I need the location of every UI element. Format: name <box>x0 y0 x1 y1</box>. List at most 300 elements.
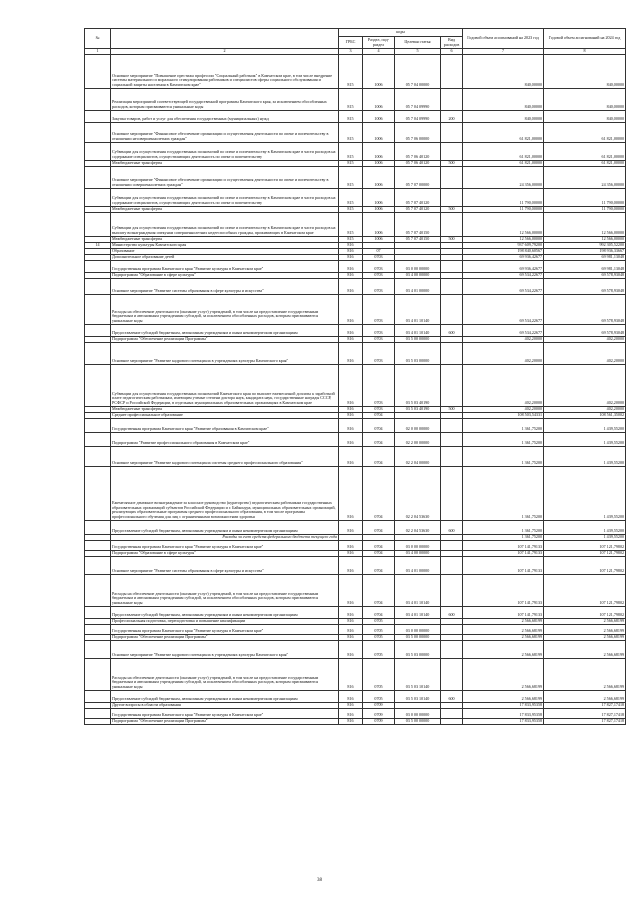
cell-amount-2023: 12 566,00000 <box>463 236 544 242</box>
cell-name: Государственная программа Камчатского края "Развитие образования в Камчатском крае" <box>111 418 339 432</box>
cell-amount-2024: 107 121,79802 <box>544 550 626 556</box>
cell-amount-2024: 17 827,17418 <box>544 708 626 718</box>
table-row <box>85 212 626 236</box>
cell-amount-2023: 69 534,22677 <box>463 324 544 336</box>
cell-target-article: 03 5 03 40190 <box>395 364 441 406</box>
cell-target-article: 03 4 01 00000 <box>395 278 441 294</box>
cell-amount-2024: 69 578,93048 <box>544 294 626 324</box>
cell-amount-2023: 61 821,00000 <box>463 122 544 142</box>
cell-razdel: 0703 <box>363 254 395 260</box>
cell-num <box>85 364 111 406</box>
cell-expense-type: 500 <box>441 160 463 166</box>
header-grbs: ГРБС <box>339 37 363 49</box>
cell-num <box>85 54 111 88</box>
cell-name: Расходы на обеспечение деятельности (оказание услуг) учреждений, в том числе на предоставление государственным бюджетным и автономным учреждениям субсидий, за исключением обособленных расходов, которым присваиваются уникальные коды <box>111 294 339 324</box>
cell-name: Подпрограмма "Обеспечение реализации Программы" <box>111 718 339 724</box>
cell-amount-2024: 69 981,13048 <box>544 254 626 260</box>
cell-razdel: 0709 <box>363 718 395 724</box>
cell-amount-2024: 107 121,79802 <box>544 540 626 550</box>
cell-expense-type <box>441 718 463 724</box>
cell-amount-2024: 107 121,79802 <box>544 606 626 618</box>
cell-amount-2023: 107 141,79133 <box>463 556 544 574</box>
cell-target-article: 03 4 01 10140 <box>395 606 441 618</box>
cell-target-article: 03 0 00 00000 <box>395 708 441 718</box>
cell-razdel: 0703 <box>363 364 395 406</box>
cell-num <box>85 540 111 550</box>
table-row <box>85 260 626 272</box>
cell-name: Подпрограмма "Обеспечение реализации Программы" <box>111 336 339 342</box>
cell-amount-2024: 840,00000 <box>544 110 626 122</box>
table-row <box>85 278 626 294</box>
cell-amount-2024: 1 439,55200 <box>544 466 626 520</box>
cell-razdel: 0703 <box>363 294 395 324</box>
cell-grbs: 816 <box>339 690 363 702</box>
cell-amount-2023: 69 936,42677 <box>463 254 544 260</box>
cell-name: Предоставление субсидий бюджетным, автономным учреждениям и иным некоммерческим организациям <box>111 520 339 534</box>
table-row <box>85 88 626 110</box>
cell-target-article: 05 7 06 40120 <box>395 142 441 160</box>
cell-target-article: 03 4 00 00000 <box>395 550 441 556</box>
cell-target-article: 05 7 07 00000 <box>395 166 441 188</box>
cell-grbs: 815 <box>339 188 363 206</box>
cell-amount-2023: 107 141,79133 <box>463 606 544 618</box>
cell-amount-2023: 107 141,79133 <box>463 574 544 606</box>
cell-amount-2023: 2 566,68199 <box>463 690 544 702</box>
cell-amount-2023: 402,20000 <box>463 364 544 406</box>
cell-amount-2023: 937 609,79200 <box>463 242 544 248</box>
cell-amount-2023: 17 833,95358 <box>463 702 544 708</box>
cell-amount-2024: 2 566,68199 <box>544 690 626 702</box>
cell-grbs: 815 <box>339 142 363 160</box>
cell-name: Основное мероприятие "Развитие кадрового потенциала в учреждениях культуры Камчатского края" <box>111 640 339 658</box>
cell-razdel: 0709 <box>363 708 395 718</box>
header-idx-4: 4 <box>363 49 395 55</box>
cell-amount-2024: 17 827,17418 <box>544 702 626 708</box>
cell-amount-2023: 2 566,68199 <box>463 658 544 690</box>
cell-amount-2024: 61 821,00000 <box>544 142 626 160</box>
cell-expense-type <box>441 708 463 718</box>
cell-expense-type <box>441 294 463 324</box>
cell-target-article: 05 7 07 40150 <box>395 236 441 242</box>
cell-amount-2023: 1 361,75200 <box>463 520 544 534</box>
cell-name: Межбюджетные трансферты <box>111 160 339 166</box>
cell-amount-2024: 402,20000 <box>544 406 626 412</box>
cell-name: Ежемесячное денежное вознаграждение за классное руководство (кураторство) педагогическим работникам государственных образовательных организаций субъектов Российской Федерации и г. Байконура, муниципальных образовательных организаций, реализующих образовательные программы среднего профессионального образования, в том числе программы профессионального обучения для лиц с ограниченными возможностями здоровья <box>111 466 339 520</box>
cell-name: Расходы на обеспечение деятельности (оказание услуг) учреждений, в том числе на предоставление государственным бюджетным и автономным учреждениям субсидий, за исключением обособленных расходов, которым присваиваются уникальные коды <box>111 574 339 606</box>
cell-grbs: 815 <box>339 166 363 188</box>
cell-amount-2024: 69 578,93048 <box>544 278 626 294</box>
cell-razdel: 0703 <box>363 342 395 364</box>
cell-amount-2024: 69 981,13048 <box>544 260 626 272</box>
cell-amount-2024: 107 121,79802 <box>544 556 626 574</box>
cell-razdel: 1006 <box>363 160 395 166</box>
table-row <box>85 540 626 550</box>
cell-num <box>85 294 111 324</box>
cell-amount-2024: 402,20000 <box>544 364 626 406</box>
table-row <box>85 142 626 160</box>
table-row <box>85 54 626 88</box>
cell-amount-2024: 17 827,17418 <box>544 718 626 724</box>
cell-name: Расходы на обеспечение деятельности (оказание услуг) учреждений, в том числе на предоставление государственным бюджетным и автономным учреждениям субсидий, за исключением обособленных расходов, которым присваиваются уникальные коды <box>111 658 339 690</box>
cell-expense-type <box>441 418 463 432</box>
cell-grbs: 816 <box>339 702 363 708</box>
table-row <box>85 606 626 618</box>
cell-grbs: 816 <box>339 248 363 254</box>
cell-target-article: 03 5 03 00000 <box>395 342 441 364</box>
cell-expense-type: 600 <box>441 690 463 702</box>
cell-target-article: 05 7 04 09990 <box>395 88 441 110</box>
cell-num <box>85 260 111 272</box>
cell-expense-type: 200 <box>441 110 463 122</box>
cell-amount-2024: 2 566,68199 <box>544 658 626 690</box>
cell-name: Государственная программа Камчатского края "Развитие культуры в Камчатском крае" <box>111 624 339 634</box>
cell-name: Предоставление субсидий бюджетным, автономным учреждениям и иным некоммерческим организациям <box>111 324 339 336</box>
cell-num <box>85 640 111 658</box>
table-row <box>85 574 626 606</box>
cell-grbs: 816 <box>339 618 363 624</box>
cell-expense-type <box>441 88 463 110</box>
cell-amount-2023: 840,00000 <box>463 110 544 122</box>
cell-razdel: 1006 <box>363 110 395 122</box>
cell-name: Другие вопросы в области образования <box>111 702 339 708</box>
cell-num <box>85 342 111 364</box>
cell-name: Субвенции для осуществления государственных полномочий Камчатского края по выплате ежемесячной доплаты к заработной плате педагогическим работникам, имеющим ученые степени доктора наук, кандидата наук, государственные награды СССР, РСФСР и Российской Федерации, в отдельных муниципальных образовательных организациях в Камчатском крае <box>111 364 339 406</box>
cell-num <box>85 690 111 702</box>
cell-amount-2023: 2 566,68199 <box>463 618 544 624</box>
page-number: 38 <box>317 878 322 883</box>
cell-name: Подпрограмма "Образование в сфере культуры" <box>111 272 339 278</box>
cell-amount-2024: 69 578,93048 <box>544 324 626 336</box>
cell-grbs: 816 <box>339 466 363 520</box>
cell-expense-type: 500 <box>441 206 463 212</box>
cell-name: Основное мероприятие "Развитие кадрового потенциала в учреждениях культуры Камчатского края" <box>111 342 339 364</box>
cell-name: Межбюджетные трансферты <box>111 406 339 412</box>
table-row <box>85 166 626 188</box>
cell-razdel: 1006 <box>363 212 395 236</box>
cell-amount-2023: 11 790,00000 <box>463 206 544 212</box>
cell-amount-2023: 108 503,54331 <box>463 412 544 418</box>
cell-razdel: 0705 <box>363 624 395 634</box>
cell-razdel: 0704 <box>363 418 395 432</box>
cell-expense-type <box>441 166 463 188</box>
cell-razdel: 0704 <box>363 412 395 418</box>
table-row <box>85 708 626 718</box>
cell-razdel: 0703 <box>363 272 395 278</box>
cell-amount-2023: 1 361,75200 <box>463 446 544 466</box>
header-idx-6: 6 <box>441 49 463 55</box>
cell-amount-2024: 61 821,00000 <box>544 160 626 166</box>
cell-amount-2023: 69 936,42677 <box>463 260 544 272</box>
cell-amount-2023: 107 141,79133 <box>463 550 544 556</box>
cell-expense-type <box>441 640 463 658</box>
cell-grbs: 816 <box>339 520 363 534</box>
cell-razdel: 1006 <box>363 166 395 188</box>
cell-amount-2023: 1 361,75200 <box>463 418 544 432</box>
cell-name: Субвенции для осуществления государственных полномочий по опеке и попечительству в Камчатском крае в части расходов на содержание специалистов, осуществляющих деятельность по опеке и попечительству <box>111 142 339 160</box>
cell-razdel: 0704 <box>363 446 395 466</box>
cell-name: Дополнительное образование детей <box>111 254 339 260</box>
cell-razdel: 0709 <box>363 702 395 708</box>
cell-amount-2023: 840,00000 <box>463 54 544 88</box>
cell-amount-2024: 2 566,68199 <box>544 618 626 624</box>
cell-num <box>85 142 111 160</box>
cell-grbs: 816 <box>339 336 363 342</box>
cell-amount-2024: 2 566,68199 <box>544 634 626 640</box>
table-body <box>85 54 626 724</box>
cell-name: Государственная программа Камчатского края "Развитие культуры в Камчатском крае" <box>111 540 339 550</box>
cell-grbs: 816 <box>339 260 363 272</box>
cell-target-article: 03 5 03 10140 <box>395 690 441 702</box>
cell-amount-2023: 61 821,00000 <box>463 160 544 166</box>
cell-amount-2024: 11 790,00000 <box>544 206 626 212</box>
cell-num <box>85 520 111 534</box>
table-row <box>85 624 626 634</box>
cell-target-article: 05 7 07 40120 <box>395 206 441 212</box>
cell-target-article: 03 4 01 10140 <box>395 574 441 606</box>
cell-amount-2024: 1 439,55200 <box>544 534 626 540</box>
cell-target-article: 05 7 07 40120 <box>395 188 441 206</box>
cell-name: Основное мероприятие "Финансовое обеспечение организации и осуществления деятельности по опеке и попечительству в отношении несовершеннолетних граждан" <box>111 122 339 142</box>
cell-expense-type <box>441 432 463 446</box>
cell-expense-type <box>441 188 463 206</box>
table-row <box>85 718 626 724</box>
cell-grbs: 816 <box>339 406 363 412</box>
cell-razdel: 0705 <box>363 640 395 658</box>
header-idx-8: 8 <box>544 49 626 55</box>
cell-expense-type: 600 <box>441 520 463 534</box>
table-row <box>85 432 626 446</box>
cell-grbs: 816 <box>339 550 363 556</box>
cell-num <box>85 718 111 724</box>
cell-grbs: 816 <box>339 640 363 658</box>
cell-amount-2023: 11 790,00000 <box>463 188 544 206</box>
cell-name: Межбюджетные трансферты <box>111 206 339 212</box>
cell-expense-type: 500 <box>441 236 463 242</box>
table-row <box>85 520 626 534</box>
cell-grbs: 815 <box>339 206 363 212</box>
cell-target-article: 05 7 06 40120 <box>395 160 441 166</box>
cell-grbs: 816 <box>339 294 363 324</box>
table-row <box>85 342 626 364</box>
cell-expense-type <box>441 574 463 606</box>
header-name <box>111 29 339 49</box>
cell-razdel: 1006 <box>363 88 395 110</box>
cell-razdel: 0704 <box>363 432 395 446</box>
cell-amount-2024: 992 305,52200 <box>544 242 626 248</box>
header-num: № <box>85 29 111 49</box>
cell-expense-type <box>441 540 463 550</box>
cell-razdel: 0703 <box>363 324 395 336</box>
cell-grbs: 816 <box>339 556 363 574</box>
cell-razdel: 0704 <box>363 550 395 556</box>
cell-target-article: 03 0 00 00000 <box>395 260 441 272</box>
header-vr: Вид расходов <box>441 37 463 49</box>
cell-amount-2023: 17 833,95358 <box>463 708 544 718</box>
cell-target-article: 03 5 00 00000 <box>395 718 441 724</box>
cell-name: Подпрограмма "Развитие профессионального образования в Камчатском крае" <box>111 432 339 446</box>
cell-expense-type <box>441 54 463 88</box>
cell-num <box>85 432 111 446</box>
cell-grbs: 816 <box>339 540 363 550</box>
cell-grbs: 815 <box>339 236 363 242</box>
header-cs: Целевая статья <box>395 37 441 49</box>
cell-num <box>85 278 111 294</box>
cell-amount-2024: 108 561,35002 <box>544 412 626 418</box>
cell-amount-2023: 17 833,95358 <box>463 718 544 724</box>
cell-razdel: 0705 <box>363 690 395 702</box>
cell-razdel: 1006 <box>363 54 395 88</box>
cell-amount-2024: 1 439,55200 <box>544 520 626 534</box>
cell-amount-2023: 1 361,75200 <box>463 466 544 520</box>
cell-grbs: 816 <box>339 606 363 618</box>
header-idx-5: 5 <box>395 49 441 55</box>
cell-num <box>85 574 111 606</box>
cell-razdel: 0703 <box>363 260 395 272</box>
table-row <box>85 122 626 142</box>
cell-name: Образование <box>111 248 339 254</box>
cell-amount-2024: 107 121,79802 <box>544 574 626 606</box>
cell-name: Расходы за счет средств федерального бюджета текущего года <box>111 534 339 540</box>
cell-expense-type <box>441 466 463 520</box>
cell-num <box>85 466 111 520</box>
header-2024: Годовой объем ассигнований на 2024 год <box>544 29 626 49</box>
cell-amount-2024: 840,00000 <box>544 54 626 88</box>
cell-razdel: 0705 <box>363 618 395 624</box>
cell-razdel: 0704 <box>363 606 395 618</box>
cell-grbs: 816 <box>339 718 363 724</box>
cell-target-article: 02 0 00 00000 <box>395 418 441 432</box>
cell-amount-2024: 402,20000 <box>544 342 626 364</box>
cell-amount-2024: 198 936,33667 <box>544 248 626 254</box>
cell-name: Субвенции для осуществления государственных полномочий по опеке и попечительству в Камчатском крае в части расходов на выплату вознаграждения опекунам совершеннолетних недееспособных граждан, проживающих в Камчатском крае <box>111 212 339 236</box>
budget-table-page <box>84 28 625 870</box>
cell-expense-type: 500 <box>441 406 463 412</box>
cell-target-article: 02 2 00 00000 <box>395 432 441 446</box>
cell-name: Основное мероприятие "Развитие кадрового потенциала системы среднего профессионального образования" <box>111 446 339 466</box>
cell-num <box>85 88 111 110</box>
cell-target-article: 03 5 03 10140 <box>395 658 441 690</box>
cell-num <box>85 658 111 690</box>
table-row <box>85 364 626 406</box>
cell-razdel: 0705 <box>363 634 395 640</box>
table-row <box>85 418 626 432</box>
cell-grbs: 816 <box>339 624 363 634</box>
cell-amount-2023: 61 821,00000 <box>463 142 544 160</box>
cell-grbs: 816 <box>339 242 363 248</box>
cell-grbs: 815 <box>339 212 363 236</box>
cell-grbs: 815 <box>339 122 363 142</box>
cell-name: Закупка товаров, работ и услуг для обеспечения государственных (муниципальных) нужд <box>111 110 339 122</box>
cell-amount-2024: 2 566,68199 <box>544 624 626 634</box>
cell-grbs: 816 <box>339 364 363 406</box>
cell-num <box>85 188 111 206</box>
cell-grbs: 815 <box>339 54 363 88</box>
cell-num <box>85 324 111 336</box>
cell-target-article: 05 7 04 09990 <box>395 110 441 122</box>
header-idx-2: 2 <box>111 49 339 55</box>
cell-name: Субвенции для осуществления государственных полномочий по опеке и попечительству в Камчатском крае в части расходов на содержание специалистов, осуществляющих деятельность по опеке и попечительству <box>111 188 339 206</box>
cell-grbs: 816 <box>339 254 363 260</box>
cell-amount-2023: 69 534,22677 <box>463 294 544 324</box>
table-header <box>85 29 626 55</box>
cell-amount-2024: 840,00000 <box>544 88 626 110</box>
cell-razdel: 0704 <box>363 556 395 574</box>
cell-name: Межбюджетные трансферты <box>111 236 339 242</box>
header-razdel: Раздел, под-раздел <box>363 37 395 49</box>
cell-amount-2023: 402,20000 <box>463 406 544 412</box>
cell-amount-2023: 2 566,68199 <box>463 624 544 634</box>
cell-num <box>85 446 111 466</box>
cell-target-article: 05 7 06 00000 <box>395 122 441 142</box>
cell-amount-2024: 1 439,55200 <box>544 418 626 432</box>
cell-razdel: 1006 <box>363 188 395 206</box>
table-row <box>85 188 626 206</box>
cell-razdel: 0704 <box>363 520 395 534</box>
cell-target-article: 03 4 00 00000 <box>395 272 441 278</box>
cell-amount-2024: 1 439,55200 <box>544 446 626 466</box>
cell-amount-2024: 12 566,00000 <box>544 236 626 242</box>
cell-amount-2023: 69 534,22677 <box>463 272 544 278</box>
header-codes: коды <box>339 29 463 37</box>
cell-grbs: 816 <box>339 324 363 336</box>
cell-razdel: 1006 <box>363 142 395 160</box>
cell-expense-type <box>441 342 463 364</box>
header-idx-3: 3 <box>339 49 363 55</box>
cell-amount-2023: 402,20000 <box>463 336 544 342</box>
cell-grbs: 815 <box>339 88 363 110</box>
cell-razdel: 1006 <box>363 122 395 142</box>
table-row <box>85 446 626 466</box>
cell-num <box>85 212 111 236</box>
cell-amount-2023: 402,20000 <box>463 342 544 364</box>
cell-name: Предоставление субсидий бюджетным, автономным учреждениям и иным некоммерческим организациям <box>111 606 339 618</box>
cell-target-article: 02 2 04 53630 <box>395 520 441 534</box>
table-row <box>85 294 626 324</box>
cell-grbs: 816 <box>339 634 363 640</box>
cell-razdel: 0703 <box>363 278 395 294</box>
cell-amount-2023: 69 534,22677 <box>463 278 544 294</box>
cell-expense-type <box>441 556 463 574</box>
cell-target-article: 02 2 04 00000 <box>395 446 441 466</box>
cell-amount-2024: 2 566,68199 <box>544 640 626 658</box>
cell-amount-2023: 840,00000 <box>463 88 544 110</box>
cell-expense-type: 600 <box>441 606 463 618</box>
cell-name: Основное мероприятие "Развитие системы образования в сфере культуры и искусства" <box>111 556 339 574</box>
cell-razdel: 1006 <box>363 236 395 242</box>
cell-name: Предоставление субсидий бюджетным, автономным учреждениям и иным некоммерческим организациям <box>111 690 339 702</box>
cell-name: Основное мероприятие "Развитие системы образования в сфере культуры и искусства" <box>111 278 339 294</box>
cell-name: Основное мероприятие "Финансовое обеспечение организации и осуществления деятельности по опеке и попечительству в отношении совершеннолетних граждан" <box>111 166 339 188</box>
cell-razdel: 0703 <box>363 336 395 342</box>
cell-num: 14 <box>85 242 111 248</box>
header-idx-7: 7 <box>463 49 544 55</box>
cell-expense-type <box>441 624 463 634</box>
header-idx-1: 1 <box>85 49 111 55</box>
table-row <box>85 466 626 520</box>
cell-amount-2024: 402,20000 <box>544 336 626 342</box>
cell-name: Подпрограмма "Образование в сфере культуры" <box>111 550 339 556</box>
cell-target-article: 03 5 00 00000 <box>395 634 441 640</box>
header-2023: Годовой объем ассигнований на 2023 год <box>463 29 544 49</box>
cell-amount-2024: 69 578,93048 <box>544 272 626 278</box>
cell-name: Министерство культуры Камчатского края <box>111 242 339 248</box>
cell-grbs: 816 <box>339 432 363 446</box>
cell-amount-2024: 61 821,00000 <box>544 122 626 142</box>
cell-amount-2023: 1 361,75200 <box>463 534 544 540</box>
cell-name: Среднее профессиональное образование <box>111 412 339 418</box>
cell-grbs: 816 <box>339 412 363 418</box>
cell-amount-2024: 24 356,00000 <box>544 166 626 188</box>
